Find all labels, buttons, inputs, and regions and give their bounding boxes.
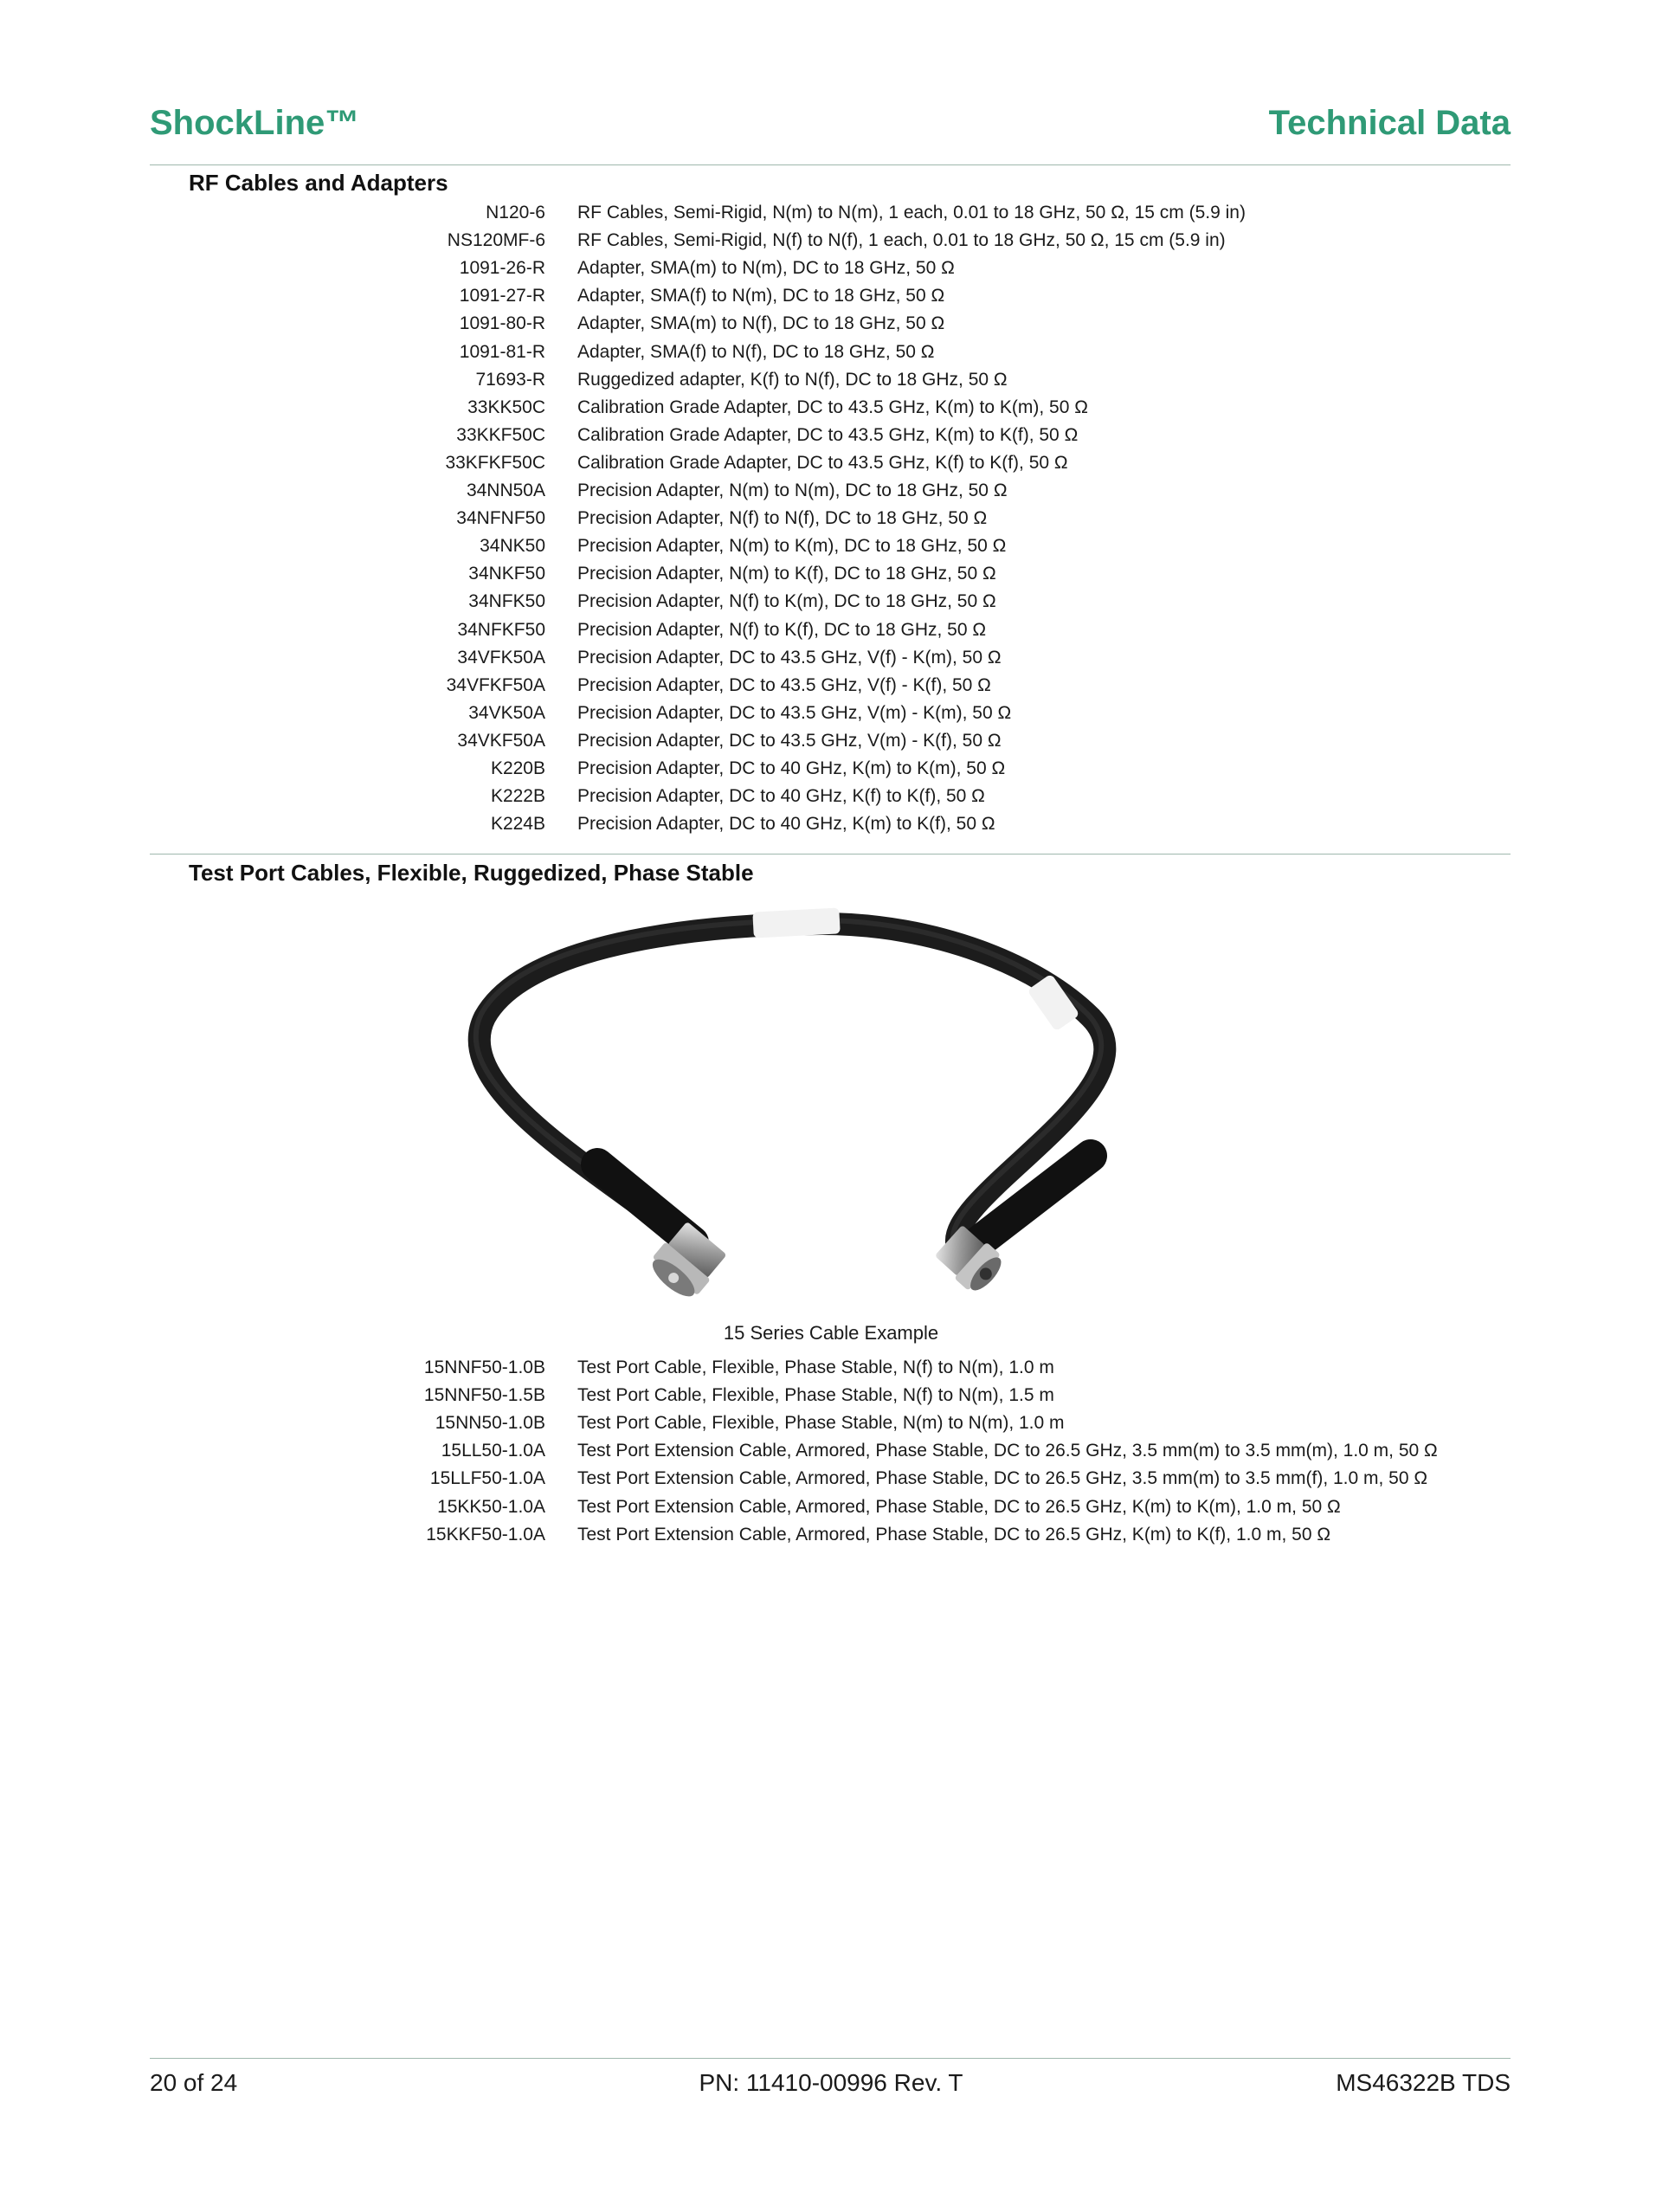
- list-item: [0, 532, 1662, 560]
- header-divider: [150, 164, 1511, 165]
- part-code: 34NFKF50: [457, 619, 545, 640]
- part-description: Test Port Extension Cable, Armored, Phase Stable, DC to 26.5 GHz, 3.5 mm(m) to 3.5 mm(m), 1.0 m, 50 Ω: [577, 1441, 1438, 1461]
- section-heading: Technical Data: [1268, 104, 1511, 142]
- part-code: 34NK50: [480, 536, 545, 557]
- rf-section-title: RF Cables and Adapters: [189, 170, 448, 196]
- figure-caption: 15 Series Cable Example: [723, 1322, 939, 1344]
- part-code: 71693-R: [475, 369, 545, 390]
- part-number: PN: 11410-00996 Rev. T: [699, 2069, 963, 2096]
- list-item: [0, 560, 1662, 588]
- part-description: Test Port Cable, Flexible, Phase Stable, N(f) to N(m), 1.5 m: [577, 1385, 1054, 1406]
- part-code: 1091-27-R: [459, 286, 545, 306]
- list-item: [0, 1354, 1662, 1382]
- part-code: 34VKF50A: [457, 730, 545, 751]
- list-item: [0, 1382, 1662, 1409]
- cable-image: [433, 905, 1229, 1312]
- list-item: [0, 783, 1662, 810]
- part-description: Precision Adapter, N(m) to K(f), DC to 18 GHz, 50 Ω: [577, 564, 996, 584]
- list-item: [0, 422, 1662, 449]
- part-description: Test Port Cable, Flexible, Phase Stable, N(f) to N(m), 1.0 m: [577, 1358, 1054, 1377]
- part-description: RF Cables, Semi-Rigid, N(m) to N(m), 1 each, 0.01 to 18 GHz, 50 Ω, 15 cm (5.9 in): [577, 203, 1246, 222]
- list-item: [0, 588, 1662, 616]
- part-description: Test Port Extension Cable, Armored, Phase Stable, DC to 26.5 GHz, K(m) to K(m), 1.0 m, 50 Ω: [577, 1496, 1341, 1517]
- part-description: Precision Adapter, N(m) to K(m), DC to 18 GHz, 50 Ω: [577, 536, 1007, 557]
- list-item: [0, 227, 1662, 255]
- part-description: Precision Adapter, DC to 43.5 GHz, V(f) - K(f), 50 Ω: [577, 674, 991, 695]
- part-code: 33KK50C: [467, 397, 545, 417]
- part-description: RF Cables, Semi-Rigid, N(f) to N(f), 1 each, 0.01 to 18 GHz, 50 Ω, 15 cm (5.9 in): [577, 230, 1226, 251]
- list-item: [0, 1493, 1662, 1521]
- list-item: [0, 366, 1662, 394]
- part-code: K222B: [490, 786, 545, 807]
- list-item: [0, 505, 1662, 532]
- part-description: Calibration Grade Adapter, DC to 43.5 GHz, K(m) to K(m), 50 Ω: [577, 397, 1088, 417]
- list-item: [0, 310, 1662, 338]
- list-item: [0, 477, 1662, 505]
- part-code: 15KK50-1.0A: [437, 1496, 545, 1517]
- part-description: Precision Adapter, DC to 43.5 GHz, V(m) - K(m), 50 Ω: [577, 702, 1012, 723]
- part-code: K224B: [490, 814, 545, 835]
- part-code: 1091-80-R: [459, 313, 545, 334]
- part-description: Precision Adapter, DC to 40 GHz, K(m) to K(f), 50 Ω: [577, 814, 995, 835]
- part-code: 34VFKF50A: [446, 674, 545, 695]
- part-description: Calibration Grade Adapter, DC to 43.5 GHz, K(m) to K(f), 50 Ω: [577, 424, 1079, 445]
- part-description: Precision Adapter, N(f) to N(f), DC to 18 GHz, 50 Ω: [577, 508, 988, 529]
- part-code: 34VK50A: [468, 702, 545, 723]
- part-code: 15NN50-1.0B: [435, 1413, 545, 1434]
- list-item: [0, 616, 1662, 644]
- part-code: 34NN50A: [466, 480, 545, 500]
- part-code: K220B: [490, 758, 545, 778]
- list-item: [0, 1437, 1662, 1465]
- part-description: Precision Adapter, DC to 43.5 GHz, V(m) - K(f), 50 Ω: [577, 730, 1002, 751]
- list-item: [0, 255, 1662, 282]
- document-id: MS46322B TDS: [1336, 2069, 1511, 2096]
- list-item: [0, 727, 1662, 755]
- part-description: Precision Adapter, DC to 40 GHz, K(f) to K(f), 50 Ω: [577, 786, 985, 807]
- part-description: Adapter, SMA(m) to N(m), DC to 18 GHz, 50 Ω: [577, 258, 955, 279]
- part-code: 1091-81-R: [459, 341, 545, 362]
- list-item: [0, 810, 1662, 838]
- part-code: 34NFNF50: [456, 508, 545, 529]
- part-description: Test Port Extension Cable, Armored, Phase Stable, DC to 26.5 GHz, 3.5 mm(m) to 3.5 mm(f), 1.0 m, 50 Ω: [577, 1468, 1428, 1489]
- part-code: 15LL50-1.0A: [441, 1441, 545, 1461]
- brand-title: ShockLine™: [150, 104, 360, 142]
- part-code: 34NKF50: [468, 564, 545, 584]
- list-item: [0, 672, 1662, 700]
- part-code: 34VFK50A: [457, 647, 545, 667]
- part-description: Test Port Extension Cable, Armored, Phase Stable, DC to 26.5 GHz, K(m) to K(f), 1.0 m, 50 Ω: [577, 1524, 1331, 1545]
- list-item: [0, 199, 1662, 227]
- part-description: Adapter, SMA(m) to N(f), DC to 18 GHz, 50 Ω: [577, 313, 945, 334]
- part-code: 33KFKF50C: [445, 452, 545, 473]
- part-description: Test Port Cable, Flexible, Phase Stable, N(m) to N(m), 1.0 m: [577, 1413, 1065, 1434]
- part-code: 15NNF50-1.0B: [423, 1358, 545, 1377]
- part-description: Precision Adapter, N(f) to K(f), DC to 18 GHz, 50 Ω: [577, 619, 987, 640]
- list-item: [0, 282, 1662, 310]
- part-description: Calibration Grade Adapter, DC to 43.5 GHz, K(f) to K(f), 50 Ω: [577, 452, 1068, 473]
- part-code: 15NNF50-1.5B: [423, 1385, 545, 1406]
- list-item: [0, 1465, 1662, 1493]
- part-code: 34NFK50: [468, 591, 545, 612]
- list-item: [0, 449, 1662, 477]
- part-description: Ruggedized adapter, K(f) to N(f), DC to 18 GHz, 50 Ω: [577, 369, 1008, 390]
- list-item: [0, 1521, 1662, 1549]
- part-code: 33KKF50C: [456, 424, 545, 445]
- list-item: [0, 339, 1662, 366]
- list-item: [0, 755, 1662, 783]
- part-description: Precision Adapter, N(m) to N(m), DC to 18 GHz, 50 Ω: [577, 480, 1008, 500]
- list-item: [0, 394, 1662, 422]
- part-code: 1091-26-R: [459, 258, 545, 279]
- part-description: Precision Adapter, DC to 43.5 GHz, V(f) - K(m), 50 Ω: [577, 647, 1002, 667]
- tp-section-title: Test Port Cables, Flexible, Ruggedized, Phase Stable: [189, 860, 754, 886]
- page-number: 20 of 24: [150, 2069, 238, 2096]
- cable-label-band: [752, 907, 840, 938]
- part-description: Precision Adapter, DC to 40 GHz, K(m) to K(m), 50 Ω: [577, 758, 1006, 778]
- part-description: Precision Adapter, N(f) to K(m), DC to 18 GHz, 50 Ω: [577, 591, 996, 612]
- list-item: [0, 700, 1662, 727]
- part-code: NS120MF-6: [447, 230, 545, 251]
- part-code: 15KKF50-1.0A: [426, 1524, 545, 1545]
- part-description: Adapter, SMA(f) to N(m), DC to 18 GHz, 50 Ω: [577, 286, 945, 306]
- part-description: Adapter, SMA(f) to N(f), DC to 18 GHz, 50 Ω: [577, 341, 935, 362]
- footer-divider: [150, 2058, 1511, 2059]
- list-item: [0, 644, 1662, 672]
- part-code: N120-6: [486, 203, 545, 222]
- list-item: [0, 1409, 1662, 1437]
- part-code: 15LLF50-1.0A: [429, 1468, 545, 1489]
